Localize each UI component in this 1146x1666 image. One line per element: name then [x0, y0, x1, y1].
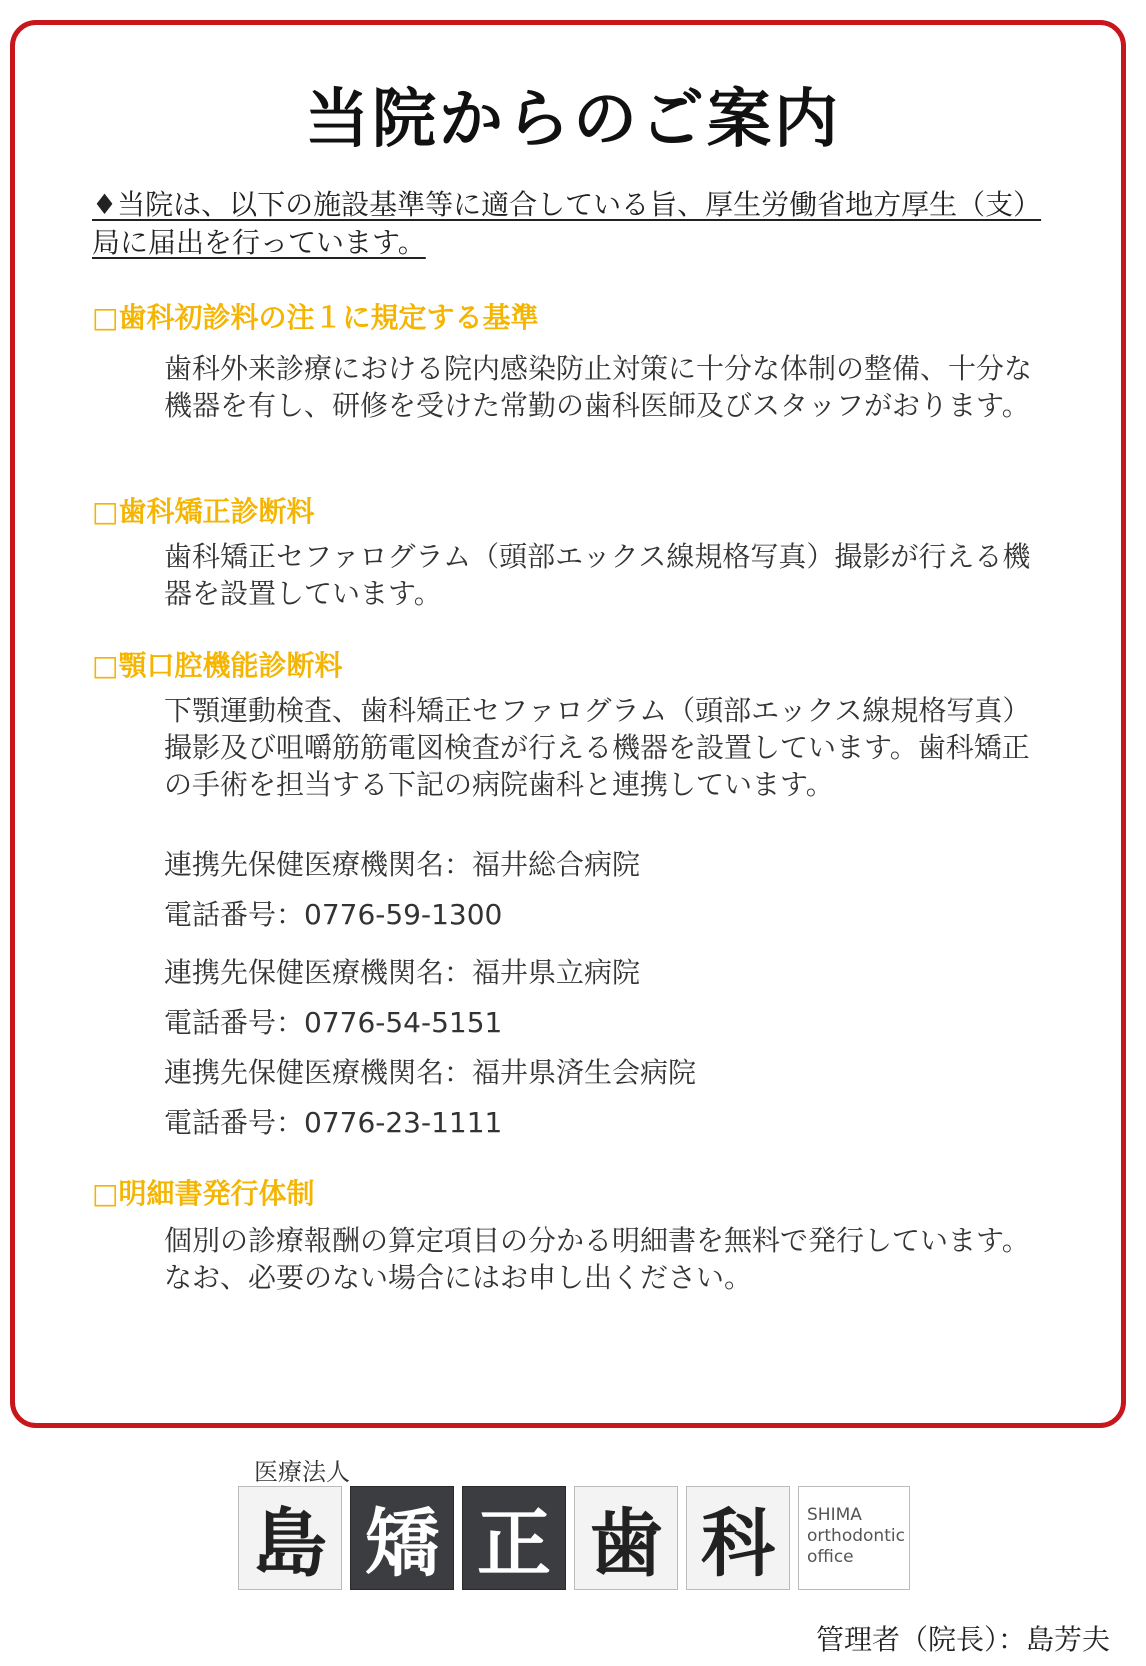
- logo-char: 島: [238, 1486, 342, 1590]
- facility-notice: ♦当院は、以下の施設基準等に適合している旨、厚生労働省地方厚生（支）局に届出を行っています。: [92, 188, 1042, 259]
- partner-hospital-tel: 電話番号：0776-59-1300: [164, 898, 503, 931]
- section-heading-jaw-function-diagnosis: □顎口腔機能診断料: [92, 649, 343, 682]
- partner-hospital-tel: 電話番号：0776-23-1111: [164, 1106, 503, 1139]
- section-body-jaw-function-diagnosis: 下顎運動検査、歯科矯正セファログラム（頭部エックス線規格写真）撮影及び咀嚼筋筋電図検査が行える機器を設置しています。歯科矯正の手術を担当する下記の病院歯科と連携しています。: [164, 694, 1031, 801]
- corporation-type: 医療法人: [254, 1458, 350, 1486]
- logo-english-text: [798, 1486, 910, 1590]
- section-heading-orthodontic-diagnosis: □歯科矯正診断料: [92, 495, 315, 528]
- manager-name: 管理者（院長）：島芳夫: [815, 1623, 1110, 1656]
- section-body-initial-exam: 歯科外来診療における院内感染防止対策に十分な体制の整備、十分な機器を有し、研修を受けた常勤の歯科医師及びスタッフがおります。: [164, 352, 1033, 422]
- logo-char: 矯: [350, 1486, 454, 1590]
- section-body-receipt-issuance: 個別の診療報酬の算定項目の分かる明細書を無料で発行しています。なお、必要のない場合にはお申し出ください。: [164, 1224, 1030, 1294]
- clinic-logo: [238, 1486, 910, 1594]
- partner-hospital-tel: 電話番号：0776-54-5151: [164, 1006, 503, 1039]
- logo-char: 正: [462, 1486, 566, 1590]
- logo-en-line: office: [807, 1547, 854, 1567]
- section-body-orthodontic-diagnosis: 歯科矯正セファログラム（頭部エックス線規格写真）撮影が行える機器を設置しています。: [164, 540, 1031, 610]
- page-title: 当院からのご案内: [305, 83, 841, 157]
- partner-hospital-name: 連携先保健医療機関名：福井総合病院: [164, 848, 641, 881]
- logo-en-line: SHIMA: [807, 1505, 862, 1525]
- logo-char: 科: [686, 1486, 790, 1590]
- logo-en-line: orthodontic: [807, 1526, 905, 1546]
- partner-hospital-name: 連携先保健医療機関名：福井県立病院: [164, 956, 641, 989]
- section-heading-receipt-issuance: □明細書発行体制: [92, 1177, 315, 1210]
- section-heading-initial-exam: □歯科初診料の注１に規定する基準: [92, 301, 539, 334]
- partner-hospital-name: 連携先保健医療機関名：福井県済生会病院: [164, 1056, 697, 1089]
- logo-char: 歯: [574, 1486, 678, 1590]
